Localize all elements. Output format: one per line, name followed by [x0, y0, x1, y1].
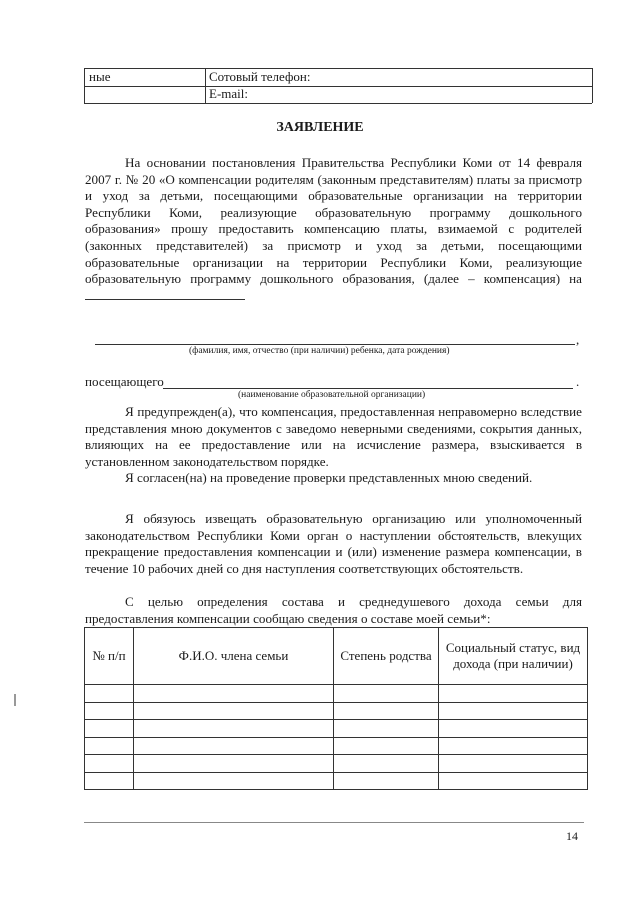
document-title: ЗАЯВЛЕНИЕ	[276, 120, 364, 135]
contact-table-top-border	[84, 68, 592, 69]
organization-fill-line	[163, 388, 573, 389]
cell-num[interactable]	[85, 737, 134, 755]
contact-table-mid-border	[84, 86, 592, 87]
attending-label: посещающего	[85, 374, 164, 389]
header-relation: Степень родства	[334, 628, 439, 685]
family-section	[85, 594, 582, 627]
table-row	[85, 702, 588, 720]
cell-status[interactable]	[439, 685, 588, 703]
obligation-paragraph: Я обязуюсь извещать образовательную организацию или уполномоченный законодательством Республики Коми орган о наступлении обстоятельств, влекущих прекращение предоставления компенсации и (или) изменение размера компенсации, в течение 10 рабочих дней со дня наступления соответствующих обстоятельств.	[85, 511, 582, 576]
contact-left-cell: ные	[89, 69, 111, 84]
mobile-phone-label: Сотовый телефон:	[209, 69, 311, 84]
family-paragraph: С целью определения состава и среднедушевого дохода семьи для предоставления компенсации сообщаю сведения о составе моей семьи*:	[85, 594, 582, 626]
contact-table-left-border	[84, 68, 85, 103]
cell-status[interactable]	[439, 720, 588, 738]
contact-table-divider	[205, 68, 206, 103]
cell-num[interactable]	[85, 720, 134, 738]
cell-relation[interactable]	[334, 702, 439, 720]
warned-paragraph: Я предупрежден(а), что компенсация, предоставленная неправомерно вследствие представления мною документов с заведомо неверными сведениями, сокрытия данных, влияющих на ее предоставление или на исчисление размера, взыскивается в установленном законодательством порядке.	[85, 404, 582, 469]
consent-paragraph: Я согласен(на) на проведение проверки представленных мною сведений.	[125, 470, 533, 486]
table-row	[85, 737, 588, 755]
cell-status[interactable]	[439, 755, 588, 773]
cell-relation[interactable]	[334, 737, 439, 755]
cell-num[interactable]	[85, 772, 134, 790]
header-name: Ф.И.О. члена семьи	[134, 628, 334, 685]
cell-relation[interactable]	[334, 685, 439, 703]
cell-name[interactable]	[134, 702, 334, 720]
footer-divider	[84, 822, 584, 823]
table-row	[85, 772, 588, 790]
cell-status[interactable]	[439, 737, 588, 755]
cell-name[interactable]	[134, 685, 334, 703]
cell-relation[interactable]	[334, 772, 439, 790]
header-num: № п/п	[85, 628, 134, 685]
obligation-section	[85, 511, 582, 577]
organization-line-period: .	[576, 374, 580, 389]
cell-name[interactable]	[134, 755, 334, 773]
child-line-comma: ,	[576, 332, 580, 347]
page-number: 14	[566, 829, 578, 843]
cell-relation[interactable]	[334, 720, 439, 738]
margin-mark	[14, 694, 16, 706]
header-status: Социальный статус, вид дохода (при наличии)	[439, 628, 588, 685]
cell-name[interactable]	[134, 772, 334, 790]
declarations-section	[85, 404, 582, 487]
table-row	[85, 720, 588, 738]
family-table-header-row	[85, 628, 588, 685]
cell-status[interactable]	[439, 702, 588, 720]
child-caption: (фамилия, имя, отчество (при наличии) ребенка, дата рождения)	[189, 346, 450, 356]
contact-table-right-border	[592, 68, 593, 103]
table-row	[85, 755, 588, 773]
cell-num[interactable]	[85, 685, 134, 703]
period-fill-line	[85, 299, 245, 300]
intro-paragraph: На основании постановления Правительства Республики Коми от 14 февраля 2007 г. № 20 «О компенсации родителям (законным представителям) платы за присмотр и уход за детьми, посещающими образовательные организации на территории Республики Коми, реализующие образовательную программу дошкольного образования» прошу предоставить компенсацию платы, взимаемой с родителей (законных представителей) за присмотр и уход за детьми, посещающими образовательные организации на территории Республики Коми, реализующие образовательную программу дошкольного образования, (далее – компенсация) на	[85, 155, 582, 287]
family-table	[84, 627, 588, 790]
child-fill-line	[95, 344, 575, 345]
cell-name[interactable]	[134, 737, 334, 755]
email-label: E-mail:	[209, 86, 248, 101]
cell-num[interactable]	[85, 755, 134, 773]
intro-section	[85, 155, 582, 304]
cell-num[interactable]	[85, 702, 134, 720]
contact-table-bottom-border	[84, 103, 592, 104]
cell-relation[interactable]	[334, 755, 439, 773]
cell-name[interactable]	[134, 720, 334, 738]
organization-caption: (наименование образовательной организации)	[238, 390, 426, 400]
cell-status[interactable]	[439, 772, 588, 790]
table-row	[85, 685, 588, 703]
